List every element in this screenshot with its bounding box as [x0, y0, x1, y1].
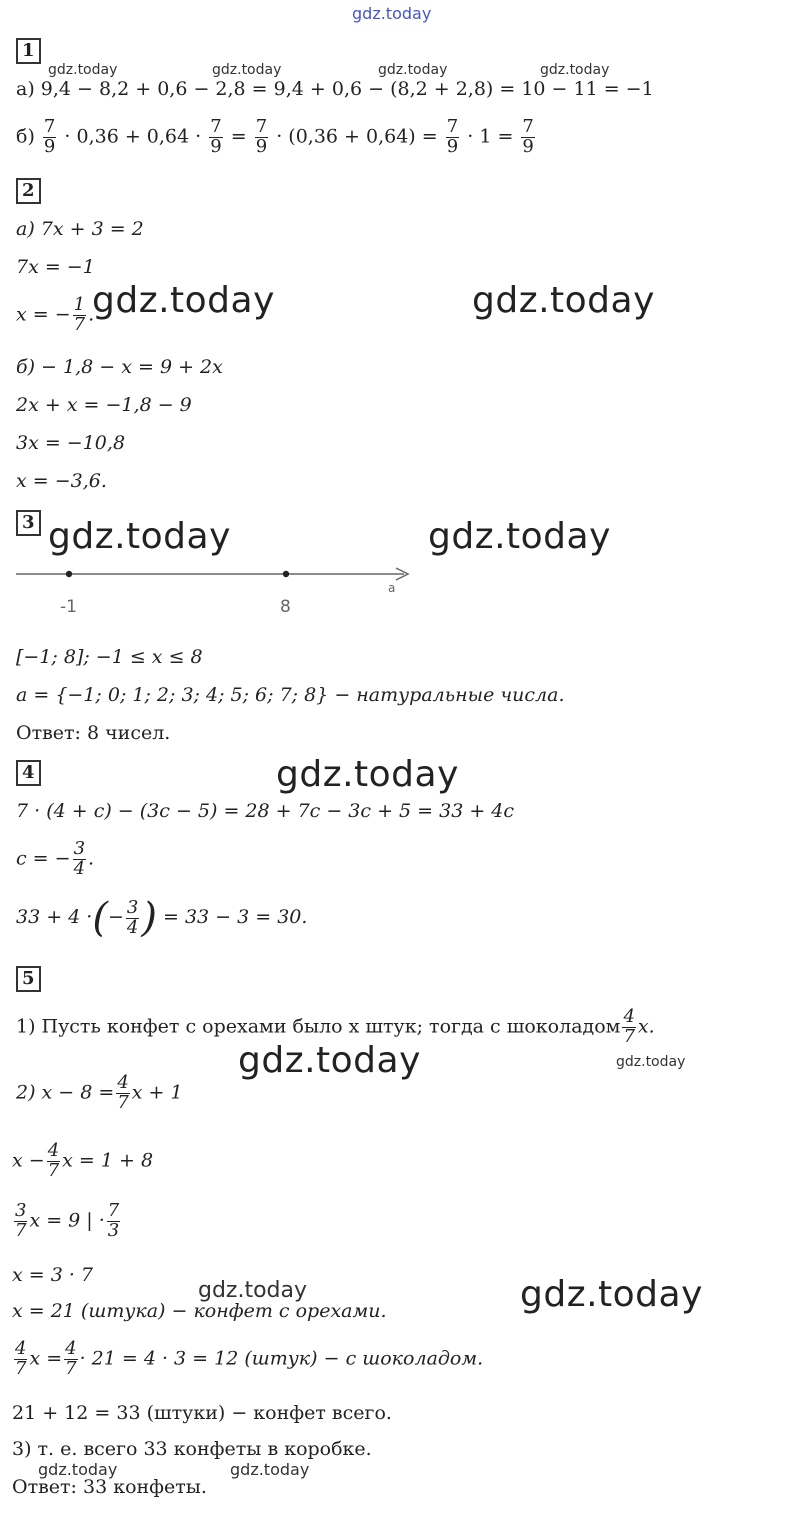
watermark-large: gdz.today	[48, 516, 231, 557]
task4-line3-prefix: 33 + 4 ·	[16, 906, 93, 928]
task-number-4: 4	[16, 760, 41, 786]
task2-line-a1: а) 7x + 3 = 2	[16, 218, 144, 240]
fraction: $\frac{3}{4}$	[73, 838, 86, 879]
watermark-large: gdz.today	[276, 754, 459, 795]
fraction: $\frac{4}{7}$	[65, 1338, 77, 1379]
task5-step1-suffix: x.	[637, 1015, 655, 1038]
watermark-small: gdz.today	[48, 62, 118, 78]
task2-line-a3	[16, 296, 94, 335]
left-paren: (	[92, 895, 108, 941]
task5-step6: x = 21 (штука) − конфет с орехами.	[12, 1300, 387, 1322]
task-number-2: 2	[16, 178, 41, 204]
number-line-axis-label: a	[388, 581, 396, 595]
task5-step3-suffix: x = 1 + 8	[62, 1149, 154, 1172]
task5-step9: 3) т. е. всего 33 конфеты в коробке.	[12, 1438, 372, 1460]
task5-step7-mid2: · 21 = 4 · 3 = 12 (штук) − с шоколадом.	[79, 1347, 484, 1370]
task1-b-prefix: б)	[16, 125, 35, 148]
task-number-1: 1	[16, 38, 41, 64]
task2-line-b2: 2x + x = −1,8 − 9	[16, 394, 192, 416]
task5-step3-prefix: x −	[12, 1149, 45, 1172]
task2-line-b4: x = −3,6.	[16, 470, 107, 492]
task1-line-b	[16, 118, 537, 157]
watermark-small: gdz.today	[540, 62, 610, 78]
task4-line3	[16, 895, 308, 941]
task4-line3-minus: −	[107, 906, 124, 928]
task1-b-mid3: · (0,36 + 0,64) =	[276, 125, 438, 148]
task5-step2	[16, 1074, 183, 1113]
task4-line2	[16, 840, 94, 879]
watermark-large: gdz.today	[520, 1274, 703, 1315]
fraction: $\frac{7}{9}$	[446, 116, 459, 157]
watermark-small: gdz.today	[616, 1054, 686, 1070]
watermark-large: gdz.today	[428, 516, 611, 557]
task-number-5: 5	[16, 966, 41, 992]
task1-b-mid4: · 1 =	[467, 125, 514, 148]
point-eight	[283, 571, 289, 577]
fraction: $\frac{1}{7}$	[73, 294, 86, 335]
watermark-small: gdz.today	[38, 1460, 118, 1479]
fraction: $\frac{3}{4}$	[126, 896, 139, 938]
task4-line3-suffix: = 33 − 3 = 30.	[162, 906, 308, 928]
task5-step4	[12, 1202, 122, 1241]
task5-step2-prefix: 2) x − 8 =	[16, 1081, 115, 1104]
task5-step3	[12, 1142, 153, 1181]
task1-b-mid1: · 0,36 + 0,64 ·	[64, 125, 202, 148]
task2-a3-prefix: x = −	[16, 303, 71, 326]
watermark-top: gdz.today	[352, 4, 432, 23]
task5-answer: Ответ: 33 конфеты.	[12, 1476, 207, 1498]
task2-line-b1: б) − 1,8 − x = 9 + 2x	[16, 356, 223, 378]
fraction: $\frac{7}{3}$	[107, 1200, 120, 1241]
fraction: $\frac{7}{9}$	[210, 116, 222, 157]
watermark-small: gdz.today	[212, 62, 282, 78]
task3-line2: a = {−1; 0; 1; 2; 3; 4; 5; 6; 7; 8} − натуральные числа.	[16, 684, 565, 706]
task5-step2-suffix: x + 1	[131, 1081, 183, 1104]
right-paren: )	[141, 895, 157, 941]
fraction: $\frac{4}{7}$	[15, 1338, 27, 1379]
fraction: $\frac{7}{9}$	[522, 116, 534, 157]
fraction: $\frac{4}{7}$	[47, 1140, 60, 1181]
task4-c-prefix: c = −	[16, 847, 71, 870]
watermark-small: gdz.today	[378, 62, 448, 78]
fraction: $\frac{4}{7}$	[117, 1072, 129, 1113]
fraction: $\frac{7}{9}$	[43, 116, 56, 157]
fraction: $\frac{3}{7}$	[15, 1200, 27, 1241]
watermark-small: gdz.today	[230, 1460, 310, 1479]
task5-step7-mid1: x =	[29, 1347, 63, 1370]
watermark-large: gdz.today	[238, 1040, 421, 1081]
task3-answer: Ответ: 8 чисел.	[16, 722, 171, 744]
number-line	[0, 560, 430, 620]
task4-c-suffix: .	[88, 847, 95, 870]
task2-line-b3: 3x = −10,8	[16, 432, 126, 454]
task5-step8: 21 + 12 = 33 (штуки) − конфет всего.	[12, 1402, 392, 1424]
point-minus-one	[66, 571, 72, 577]
fraction: $\frac{4}{7}$	[623, 1006, 635, 1047]
number-line-label-right: 8	[280, 597, 291, 617]
task5-step4-mid: x = 9 | ·	[29, 1209, 105, 1232]
watermark-large: gdz.today	[472, 280, 655, 321]
task5-step5: x = 3 · 7	[12, 1264, 94, 1286]
watermark-large: gdz.today	[92, 280, 275, 321]
task4-line1: 7 · (4 + c) − (3c − 5) = 28 + 7c − 3c + 5 = 33 + 4c	[16, 800, 515, 822]
task5-step1-text: 1) Пусть конфет с орехами было x штук; тогда с шоколадом	[16, 1015, 621, 1038]
task1-line-a: а) 9,4 − 8,2 + 0,6 − 2,8 = 9,4 + 0,6 − (8,2 + 2,8) = 10 − 11 = −1	[16, 78, 654, 100]
task2-a3-suffix: .	[88, 303, 95, 326]
task1-b-mid2: =	[230, 125, 247, 148]
number-line-label-left: -1	[60, 597, 77, 617]
watermark-medium: gdz.today	[198, 1278, 308, 1303]
task5-step7	[12, 1340, 483, 1379]
task-number-3: 3	[16, 510, 41, 536]
fraction: $\frac{7}{9}$	[255, 116, 268, 157]
task2-line-a2: 7x = −1	[16, 256, 95, 278]
task3-line1: [−1; 8]; −1 ≤ x ≤ 8	[16, 646, 203, 668]
